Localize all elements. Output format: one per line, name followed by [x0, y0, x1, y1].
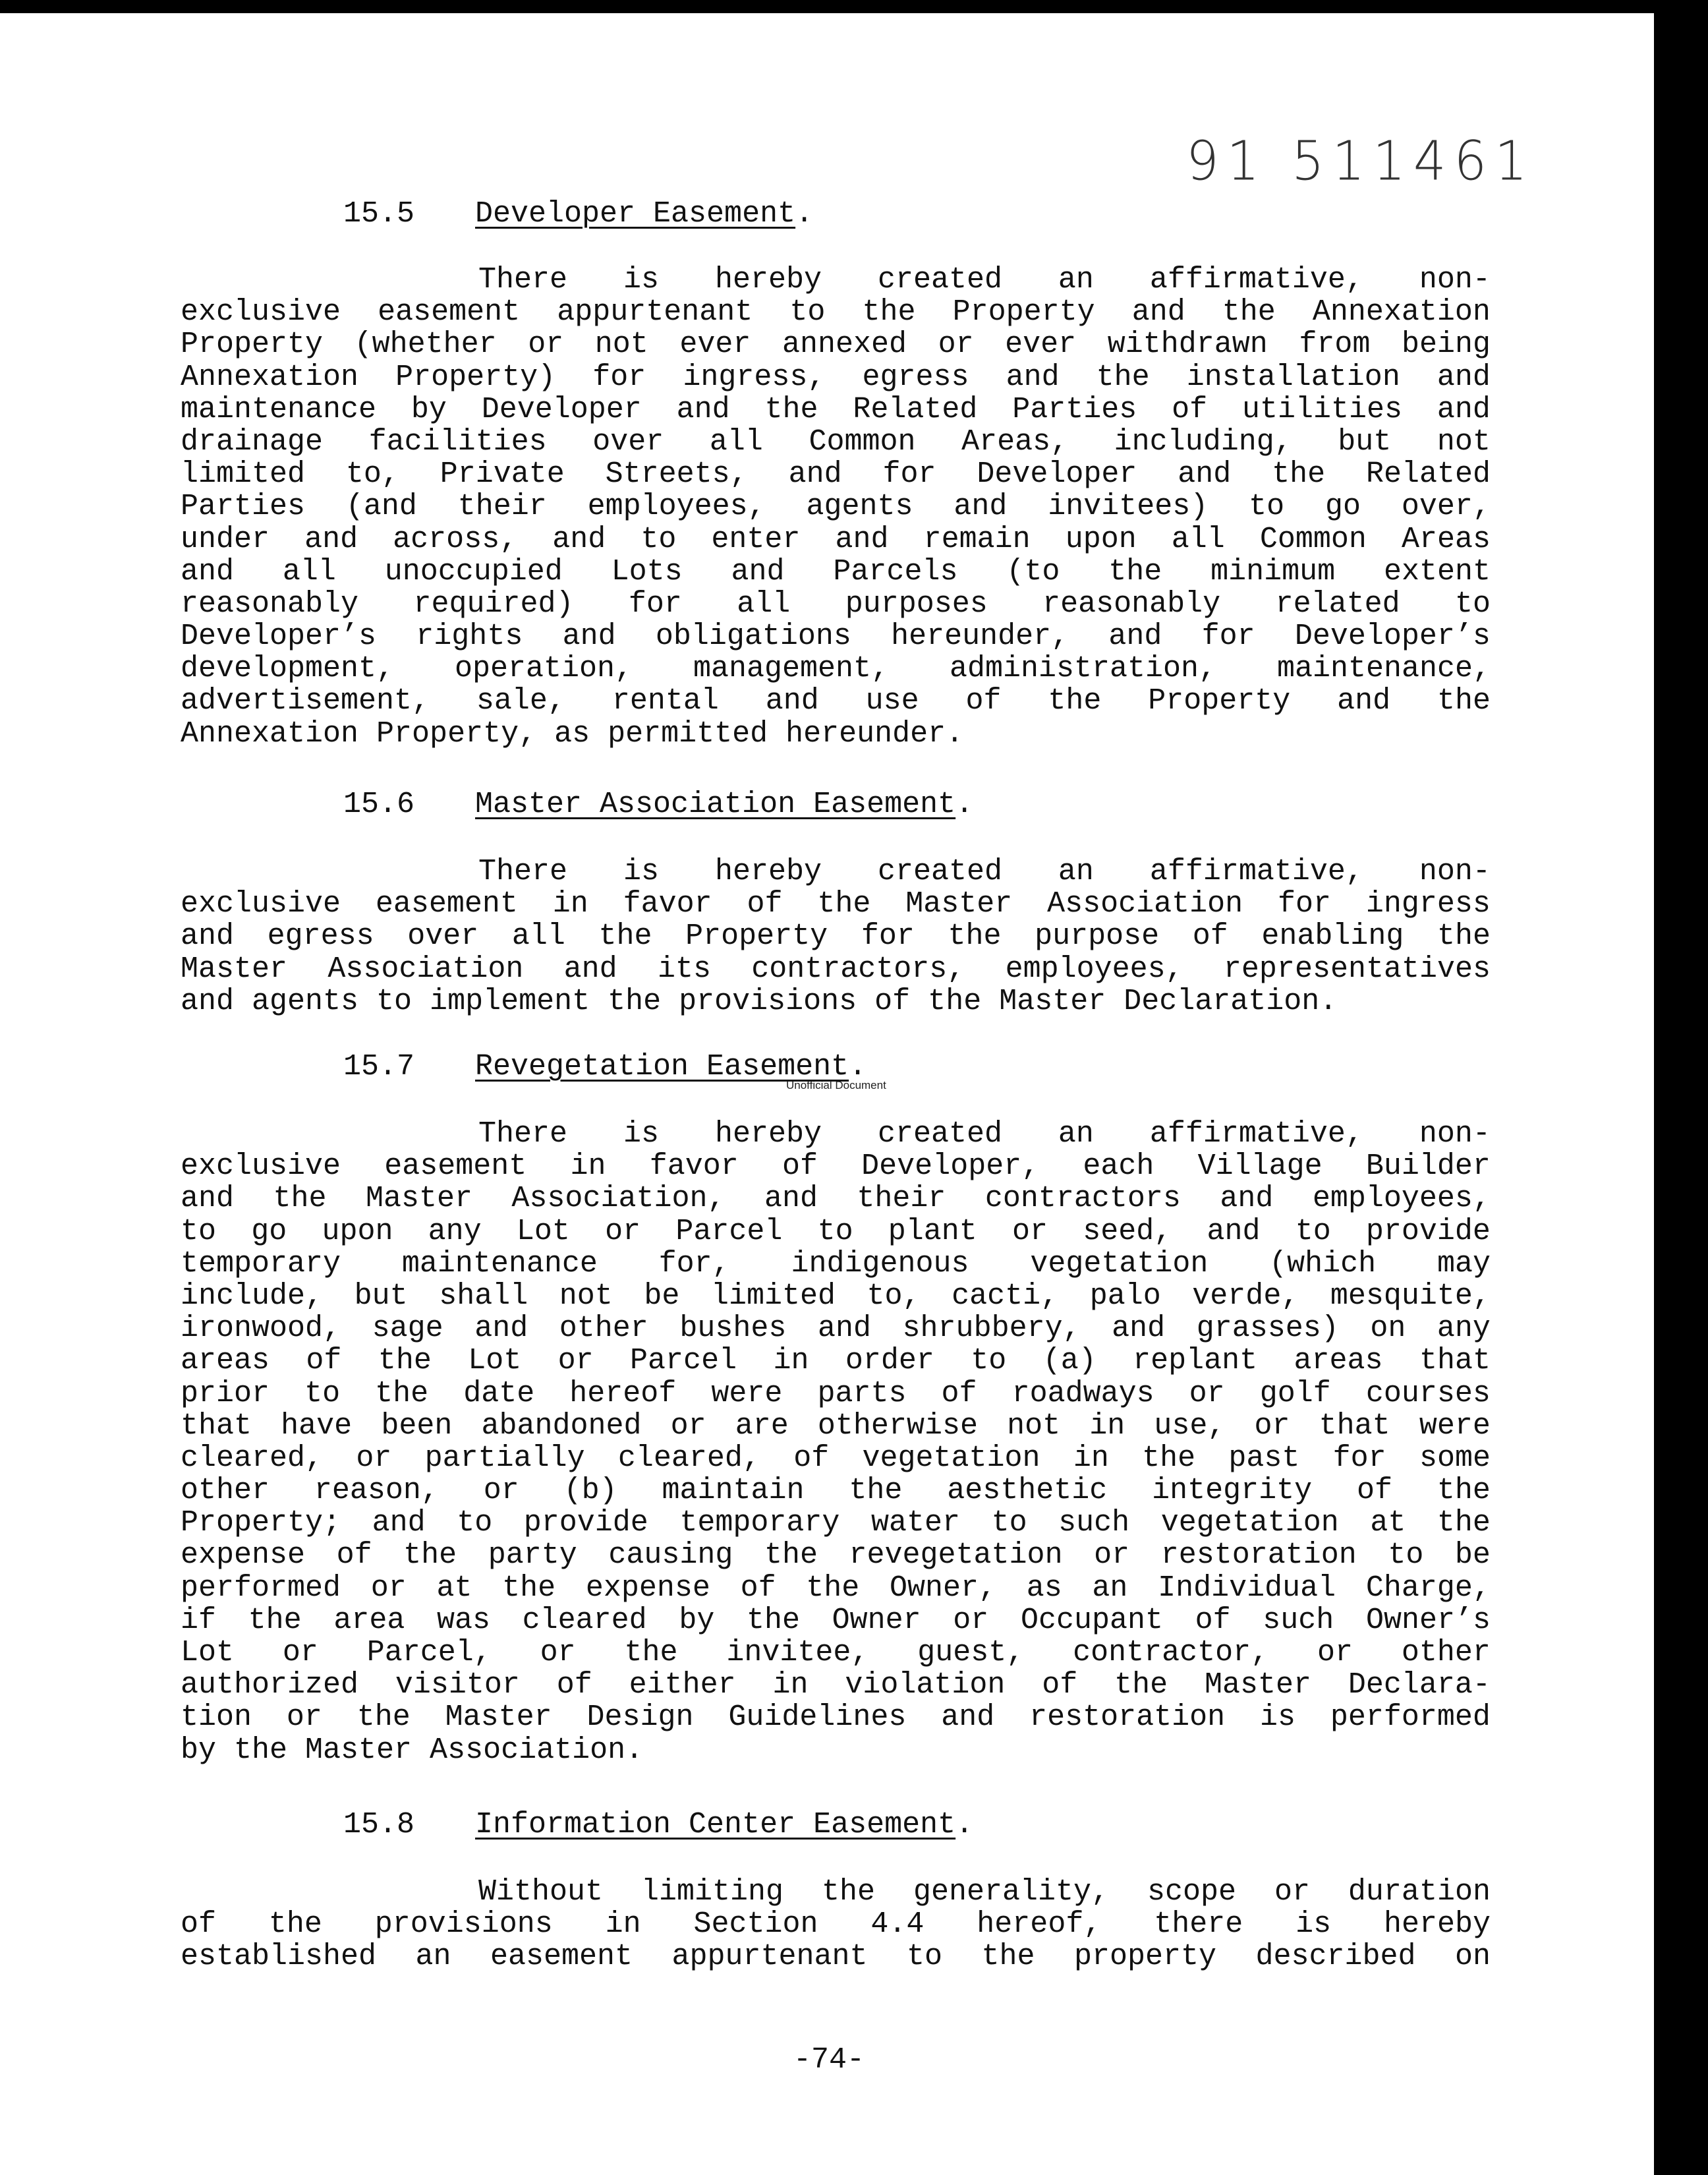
body-line: under and across, and to enter and remain upon all Common Areas [181, 522, 1491, 556]
body-line: drainage facilities over all Common Areas, including, but not [181, 424, 1491, 459]
body-line: authorized visitor of either in violation of the Master Declara- [181, 1668, 1491, 1702]
body-line: development, operation, management, administration, maintenance, [181, 652, 1491, 686]
body-line: other reason, or (b) maintain the aesthetic integrity of the [181, 1474, 1491, 1508]
body-line: ironwood, sage and other bushes and shrubbery, and grasses) on any [181, 1312, 1491, 1346]
body-line: to go upon any Lot or Parcel to plant or seed, and to provide [181, 1214, 1491, 1248]
section-number: 15.7 [343, 1050, 415, 1084]
scan-top-border [0, 0, 1708, 13]
body-line: that have been abandoned or are otherwise not in use, or that were [181, 1408, 1491, 1443]
body-line: areas of the Lot or Parcel in order to (a) replant areas that [181, 1344, 1491, 1378]
section-body-15-6 [181, 856, 1491, 1018]
section-title: Master Association Easement. [475, 788, 974, 821]
body-line: by the Master Association. [181, 1733, 644, 1767]
body-line: of the provisions in Section 4.4 hereof, there is hereby [181, 1907, 1491, 1942]
body-line: temporary maintenance for, indigenous vegetation (which may [181, 1246, 1491, 1281]
body-line: include, but shall not be limited to, cacti, palo verde, mesquite, [181, 1279, 1491, 1313]
scan-right-border [1654, 0, 1708, 2175]
section-number: 15.5 [343, 197, 415, 231]
body-line: reasonably required) for all purposes reasonably related to [181, 587, 1491, 621]
section-body-15-5 [181, 264, 1491, 750]
section-body-15-7 [181, 1118, 1491, 1766]
body-line: Property (whether or not ever annexed or ever withdrawn from being [181, 328, 1491, 362]
body-line: Annexation Property, as permitted hereunder. [181, 716, 964, 751]
body-line: and the Master Association, and their contractors and employees, [181, 1182, 1491, 1216]
body-line: limited to, Private Streets, and for Developer and the Related [181, 457, 1491, 492]
body-line: maintenance by Developer and the Related Parties of utilities and [181, 392, 1491, 426]
recording-number: 91 511461 [1186, 130, 1535, 193]
body-line: performed or at the expense of the Owner, as an Individual Charge, [181, 1571, 1491, 1605]
body-line: There is hereby created an affirmative, non- [478, 855, 1491, 888]
body-line: if the area was cleared by the Owner or Occupant of such Owner’s [181, 1603, 1491, 1637]
page-number: -74- [793, 2043, 865, 2077]
body-line: Without limiting the generality, scope or duration [478, 1875, 1491, 1909]
section-title: Information Center Easement. [475, 1808, 974, 1842]
body-line: Parties (and their employees, agents and invitees) to go over, [181, 490, 1491, 524]
body-line: There is hereby created an affirmative, non- [478, 263, 1491, 297]
body-line: exclusive easement appurtenant to the Property and the Annexation [181, 295, 1491, 330]
body-line: There is hereby created an affirmative, non- [478, 1117, 1491, 1151]
body-line: exclusive easement in favor of Developer, each Village Builder [181, 1149, 1491, 1184]
section-body-15-8 [181, 1876, 1491, 1973]
body-line: established an easement appurtenant to the property described on [181, 1940, 1491, 1974]
body-line: and all unoccupied Lots and Parcels (to the minimum extent [181, 554, 1491, 589]
body-line: and agents to implement the provisions of the Master Declaration. [181, 984, 1338, 1018]
section-number: 15.8 [343, 1808, 415, 1842]
body-line: prior to the date hereof were parts of roadways or golf courses [181, 1376, 1491, 1410]
body-line: tion or the Master Design Guidelines and restoration is performed [181, 1700, 1491, 1735]
body-line: Master Association and its contractors, employees, representatives [181, 952, 1491, 986]
body-line: Lot or Parcel, or the invitee, guest, contractor, or other [181, 1636, 1491, 1669]
body-line: Annexation Property) for ingress, egress and the installation and [181, 360, 1491, 394]
body-line: Property; and to provide temporary water to such vegetation at the [181, 1506, 1491, 1540]
body-line: advertisement, sale, rental and use of the Property and the [181, 684, 1491, 718]
body-line: and egress over all the Property for the purpose of enabling the [181, 919, 1491, 954]
unofficial-document-stamp: Unofficial Document [786, 1079, 886, 1091]
body-line: expense of the party causing the revegetation or restoration to be [181, 1538, 1491, 1573]
body-line: cleared, or partially cleared, of vegetation in the past for some [181, 1441, 1491, 1475]
section-number: 15.6 [343, 788, 415, 821]
section-title: Developer Easement. [475, 197, 814, 231]
body-line: Developer’s rights and obligations hereunder, and for Developer’s [181, 620, 1491, 654]
body-line: exclusive easement in favor of the Master Association for ingress [181, 887, 1491, 921]
section-title: Revegetation Easement. [475, 1050, 867, 1084]
